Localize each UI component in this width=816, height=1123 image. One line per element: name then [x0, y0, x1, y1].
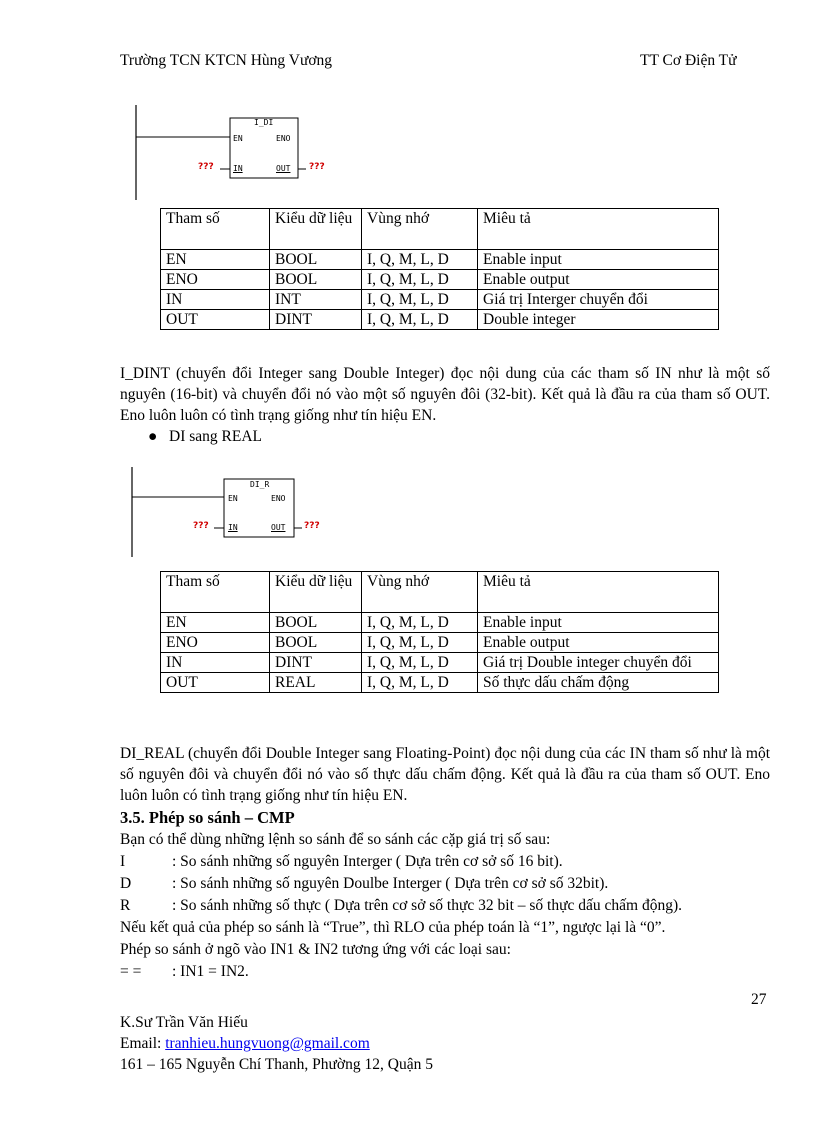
- param-table-2: [160, 571, 719, 693]
- header-left: Trường TCN KTCN Hùng Vương: [120, 52, 333, 69]
- footer-email-link[interactable]: tranhieu.hungvuong@gmail.com: [165, 1035, 370, 1052]
- header-right: TT Cơ Điện Tử: [640, 52, 737, 69]
- table-cell: I, Q, M, L, D: [362, 310, 478, 330]
- ladder1-out-value[interactable]: ???: [309, 162, 325, 172]
- table-header-row: [161, 209, 719, 250]
- paragraph-di-real: DI_REAL (chuyển đổi Double Integer sang Floating-Point) đọc nội dung của các IN tham số như là một số nguyên đôi và chuyển đổi nó vào số thực dấu chấm động. Kết quả là đầu ra của tham số OUT. Eno luôn luôn có tình trạng giống như tín hiệu EN.: [120, 745, 770, 804]
- compare-key: I: [120, 853, 126, 870]
- rlo-text: Nếu kết quả của phép so sánh là “True”, thì RLO của phép toán là “1”, ngược lại là “0”.: [120, 919, 666, 936]
- table-cell: IN: [161, 290, 270, 310]
- table-row: [161, 633, 719, 653]
- table-cell: I, Q, M, L, D: [362, 673, 478, 693]
- table-cell: Enable input: [478, 250, 719, 270]
- table-cell: ENO: [161, 270, 270, 290]
- compare-item-d: [120, 873, 608, 894]
- table-cell: Double integer: [478, 310, 719, 330]
- paragraph-i-dint: I_DINT (chuyển đổi Integer sang Double Integer) đọc nội dung của các tham số IN như là một số nguyên (16-bit) và chuyển đổi nó vào một số nguyên đôi (32-bit). Kết quả là đầu ra của tham số OUT. Eno luôn luôn có tình trạng giống như tín hiệu EN.: [120, 365, 770, 424]
- table-header-cell: Kiểu dữ liệu: [270, 209, 362, 250]
- compare-item-r: [120, 895, 682, 916]
- footer-address: 161 – 165 Nguyễn Chí Thanh, Phường 12, Quận 5: [120, 1056, 433, 1073]
- table-header-cell: Kiểu dữ liệu: [270, 572, 362, 613]
- ladder-lines-1: [130, 103, 370, 203]
- table-cell: Enable output: [478, 270, 719, 290]
- table-cell: Enable output: [478, 633, 719, 653]
- table-cell: DINT: [270, 310, 362, 330]
- page-number: 27: [751, 991, 767, 1008]
- table-cell: IN: [161, 653, 270, 673]
- table-cell: BOOL: [270, 250, 362, 270]
- table-row: [161, 250, 719, 270]
- table-header-cell: Miêu tả: [478, 572, 719, 613]
- ladder-lines-2: [126, 465, 366, 560]
- section-title: 3.5. Phép so sánh – CMP: [120, 808, 295, 827]
- compare-eq-row: [120, 961, 249, 982]
- ladder1-in: IN: [233, 164, 243, 173]
- table-cell: EN: [161, 250, 270, 270]
- table-cell: INT: [270, 290, 362, 310]
- table-cell: BOOL: [270, 633, 362, 653]
- footer-author: K.Sư Trần Văn Hiếu: [120, 1014, 248, 1031]
- inputs-text: Phép so sánh ở ngõ vào IN1 & IN2 tương ứng với các loại sau:: [120, 941, 511, 958]
- ladder2-name: DI_R: [250, 480, 270, 489]
- compare-key: = =: [120, 963, 142, 980]
- table-cell: ENO: [161, 633, 270, 653]
- footer-email-label: Email:: [120, 1035, 166, 1052]
- ladder2-out: OUT: [271, 523, 286, 532]
- bullet-item: [148, 426, 262, 447]
- table-cell: Số thực dấu chấm động: [478, 673, 719, 693]
- table-cell: I, Q, M, L, D: [362, 250, 478, 270]
- ladder1-name: I_DI: [254, 118, 274, 127]
- table-cell: BOOL: [270, 270, 362, 290]
- table-row: [161, 290, 719, 310]
- table-cell: OUT: [161, 673, 270, 693]
- compare-key: R: [120, 897, 131, 914]
- compare-desc: : IN1 = IN2.: [172, 963, 249, 980]
- compare-key: D: [120, 875, 132, 892]
- compare-item-i: [120, 851, 563, 872]
- table-header-cell: Tham số: [161, 572, 270, 613]
- ladder2-in: IN: [228, 523, 238, 532]
- section-intro: Bạn có thể dùng những lệnh so sánh để so sánh các cặp giá trị số sau:: [120, 831, 551, 848]
- table-cell: I, Q, M, L, D: [362, 633, 478, 653]
- table-row: [161, 310, 719, 330]
- table-row: [161, 270, 719, 290]
- table-cell: REAL: [270, 673, 362, 693]
- ladder2-out-value[interactable]: ???: [304, 521, 320, 531]
- bullet-icon: ●: [148, 428, 158, 445]
- table-cell: I, Q, M, L, D: [362, 613, 478, 633]
- compare-desc: : So sánh những số nguyên Interger ( Dựa trên cơ sở số 16 bit).: [172, 853, 563, 870]
- ladder1-en: EN: [233, 134, 243, 143]
- ladder2-eno: ENO: [271, 494, 286, 503]
- ladder1-out: OUT: [276, 164, 291, 173]
- footer-email-line: [120, 1033, 370, 1054]
- compare-desc: : So sánh những số thực ( Dựa trên cơ sở số thực 32 bit – số thực dấu chấm động).: [172, 897, 682, 914]
- table-row: [161, 613, 719, 633]
- table-cell: Giá trị Double integer chuyển đổi: [478, 653, 719, 673]
- table-header-cell: Tham số: [161, 209, 270, 250]
- table-header-cell: Miêu tả: [478, 209, 719, 250]
- table-row: [161, 673, 719, 693]
- table-header-cell: Vùng nhớ: [362, 209, 478, 250]
- table-cell: Giá trị Interger chuyển đổi: [478, 290, 719, 310]
- ladder1-eno: ENO: [276, 134, 291, 143]
- table-cell: OUT: [161, 310, 270, 330]
- compare-desc: : So sánh những số nguyên Doulbe Interger ( Dựa trên cơ sở số 32bit).: [172, 875, 609, 892]
- table-row: [161, 653, 719, 673]
- param-table-1: [160, 208, 719, 330]
- table-cell: I, Q, M, L, D: [362, 653, 478, 673]
- table-cell: Enable input: [478, 613, 719, 633]
- table-header-row: [161, 572, 719, 613]
- table-cell: EN: [161, 613, 270, 633]
- ladder2-en: EN: [228, 494, 238, 503]
- table-cell: I, Q, M, L, D: [362, 290, 478, 310]
- table-cell: BOOL: [270, 613, 362, 633]
- bullet-text: DI sang REAL: [169, 428, 262, 445]
- table-cell: I, Q, M, L, D: [362, 270, 478, 290]
- ladder2-in-value[interactable]: ???: [193, 521, 209, 531]
- table-cell: DINT: [270, 653, 362, 673]
- ladder1-in-value[interactable]: ???: [198, 162, 214, 172]
- table-header-cell: Vùng nhớ: [362, 572, 478, 613]
